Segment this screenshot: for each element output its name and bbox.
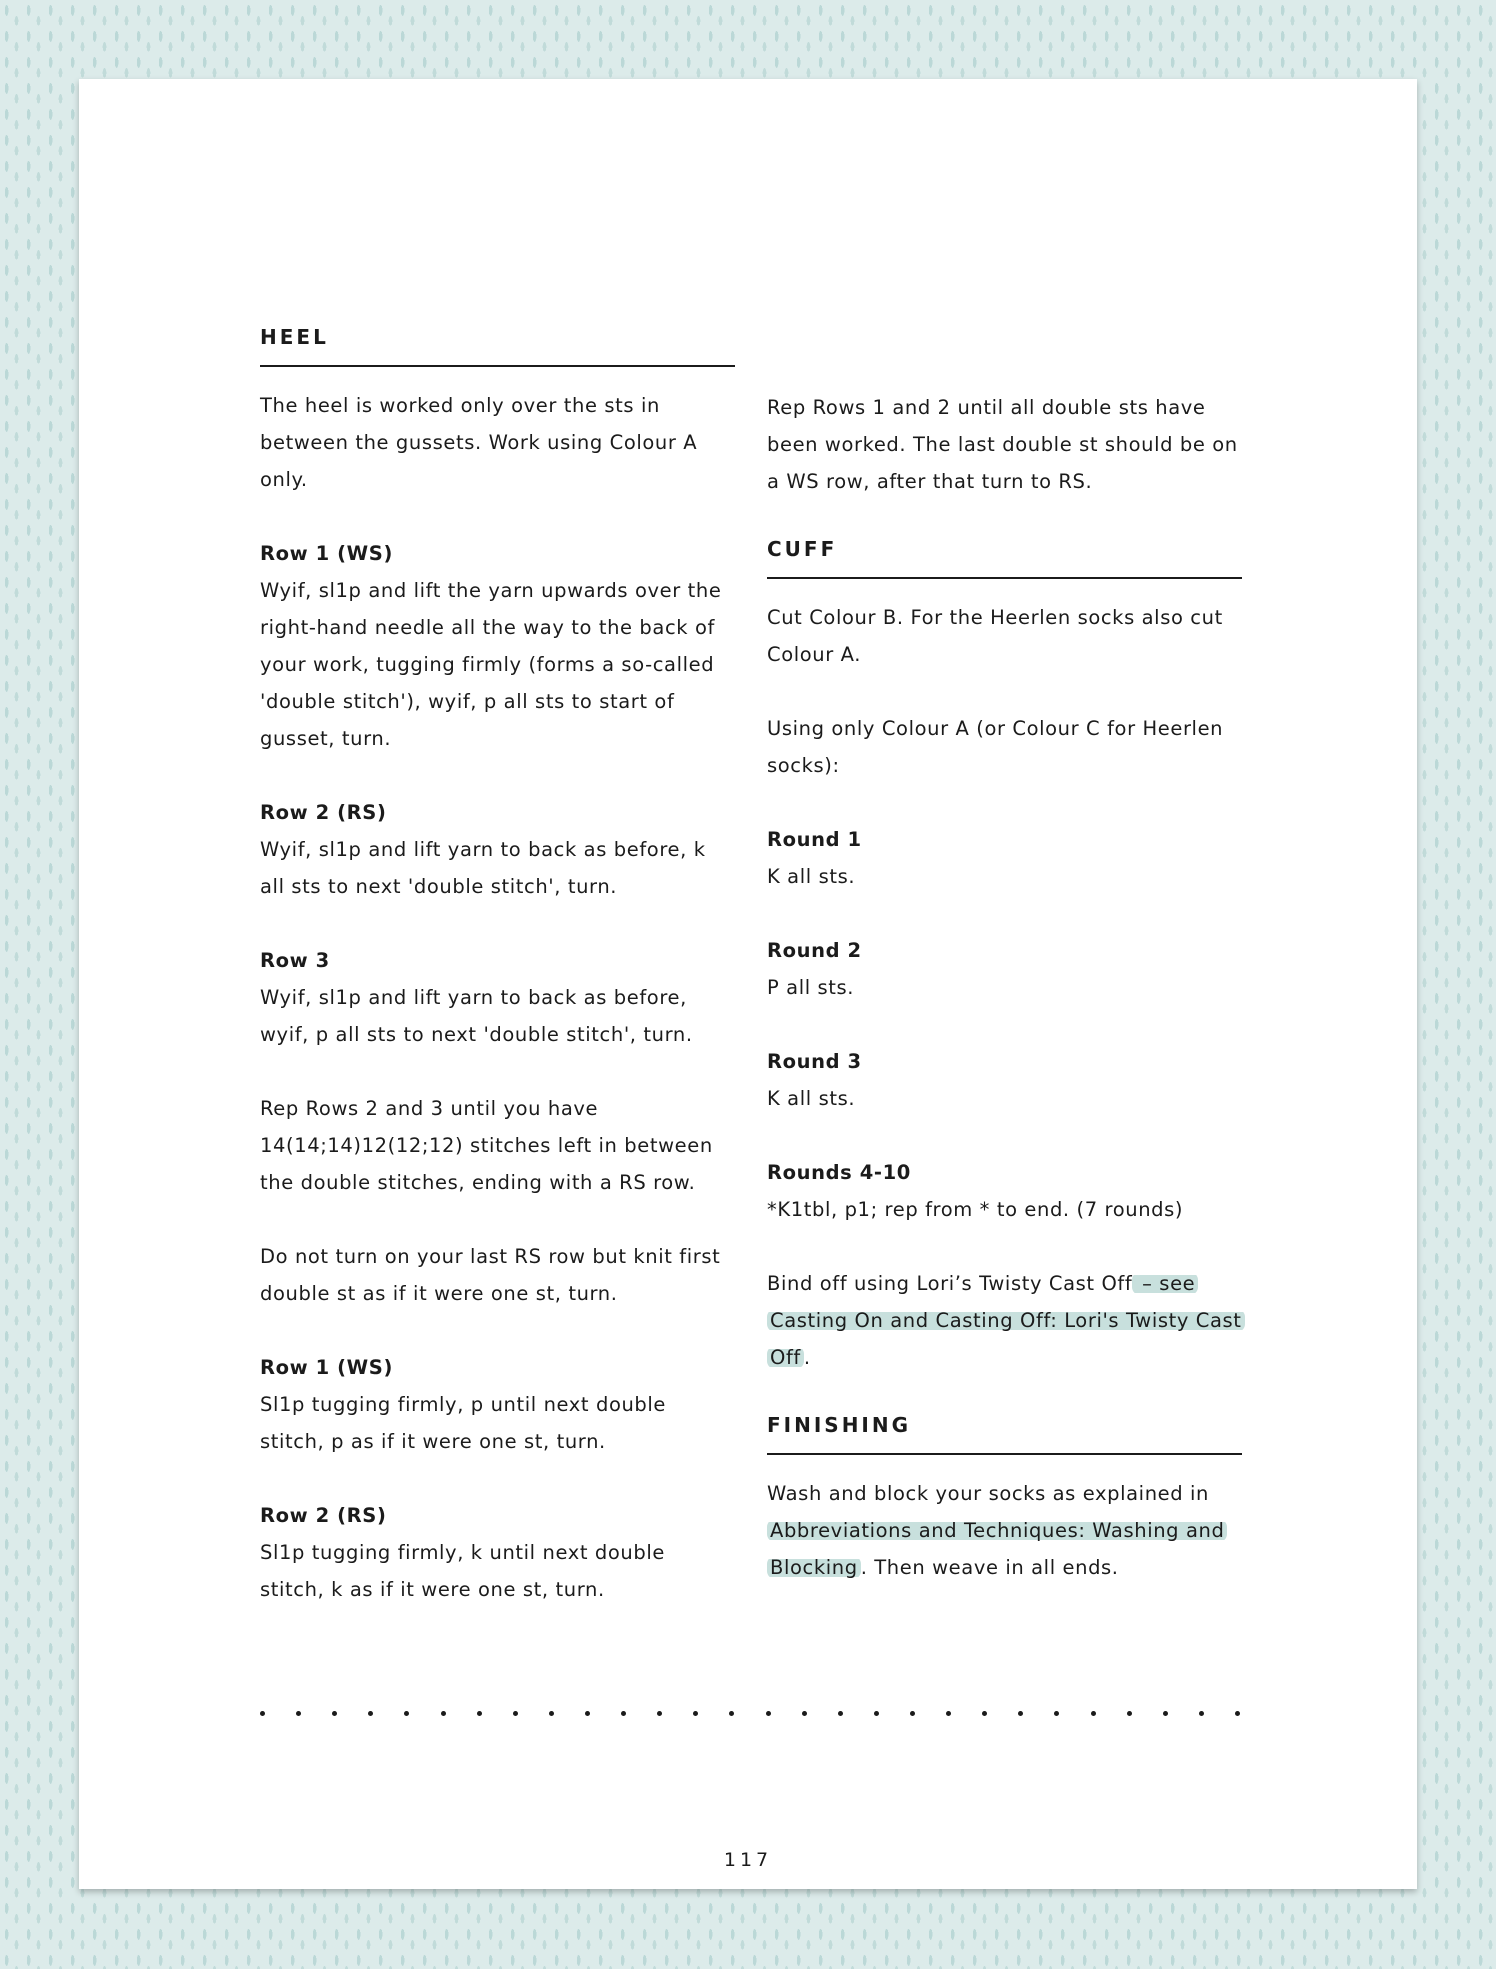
round2-text: P all sts. [767, 976, 855, 999]
repeat-rows-1-2-text: Rep Rows 1 and 2 until all double sts have been worked. The last double st should be on a WS row, after that turn to RS. [767, 396, 1238, 493]
wash-text: Wash and block your socks as explained in [767, 1482, 1210, 1505]
round2-label: Round 2 [767, 939, 862, 962]
round3-label: Round 3 [767, 1050, 862, 1073]
last-rs-row-text: Do not turn on your last RS row but knit first double st as if it were one st, turn. [260, 1245, 721, 1305]
dotted-divider [260, 1707, 1240, 1719]
rounds-4-10-label: Rounds 4-10 [767, 1161, 911, 1184]
round1-text: K all sts. [767, 865, 856, 888]
using-colour-text: Using only Colour A (or Colour C for Heerlen socks): [767, 717, 1224, 777]
round1-instruction [767, 821, 1242, 895]
right-column [767, 389, 1242, 1623]
finishing-text [767, 1475, 1242, 1586]
row2-label: Row 2 (RS) [260, 801, 387, 824]
row1b-text: Sl1p tugging firmly, p until next double stitch, p as if it were one st, turn. [260, 1393, 667, 1453]
bind-off-end: . [803, 1346, 811, 1369]
casting-off-link[interactable]: – see Casting On and Casting Off: Lori's Twisty Cast Off [767, 1272, 1245, 1369]
row1-instruction [260, 535, 735, 757]
row1-text: Wyif, sl1p and lift the yarn upwards over the right-hand needle all the way to the back of your work, tugging firmly (forms a so-called 'double stitch'), wyif, p all sts to start of gusset, turn. [260, 579, 722, 750]
washing-blocking-link[interactable]: Abbreviations and Techniques: Washing and Blocking [767, 1519, 1227, 1579]
bind-off-text [767, 1265, 1242, 1376]
row1-label: Row 1 (WS) [260, 542, 393, 565]
bind-off-main: Bind off using Lori’s Twisty Cast Off [767, 1272, 1133, 1295]
book-page [79, 79, 1417, 1889]
repeat-rows-text: Rep Rows 2 and 3 until you have 14(14;14)12(12;12) stitches left in between the double stitches, ending with a RS row. [260, 1097, 713, 1194]
row3-label: Row 3 [260, 949, 330, 972]
rounds-4-10-text: *K1tbl, p1; rep from * to end. (7 rounds) [767, 1198, 1184, 1221]
finishing-heading: FINISHING [767, 1413, 1242, 1455]
round3-text: K all sts. [767, 1087, 856, 1110]
heel-heading: HEEL [260, 325, 735, 367]
cut-colour-text: Cut Colour B. For the Heerlen socks also cut Colour A. [767, 606, 1223, 666]
heel-intro: The heel is worked only over the sts in between the gussets. Work using Colour A only. [260, 394, 698, 491]
row1b-instruction [260, 1349, 735, 1460]
cuff-heading: CUFF [767, 537, 1242, 579]
round2-instruction [767, 932, 1242, 1006]
row2-instruction [260, 794, 735, 905]
row2b-instruction [260, 1497, 735, 1608]
row2-text: Wyif, sl1p and lift yarn to back as before, k all sts to next 'double stitch', turn. [260, 838, 706, 898]
row1b-label: Row 1 (WS) [260, 1356, 393, 1379]
round1-label: Round 1 [767, 828, 862, 851]
round3-instruction [767, 1043, 1242, 1117]
wash-end: . Then weave in all ends. [860, 1556, 1119, 1579]
page-number: 117 [723, 1849, 773, 1871]
row2b-text: Sl1p tugging firmly, k until next double stitch, k as if it were one st, turn. [260, 1541, 665, 1601]
row2b-label: Row 2 (RS) [260, 1504, 387, 1527]
row3-instruction [260, 942, 735, 1053]
rounds-4-10-instruction [767, 1154, 1242, 1228]
row3-text: Wyif, sl1p and lift yarn to back as before, wyif, p all sts to next 'double stitch', turn. [260, 986, 693, 1046]
left-column [260, 79, 735, 1645]
